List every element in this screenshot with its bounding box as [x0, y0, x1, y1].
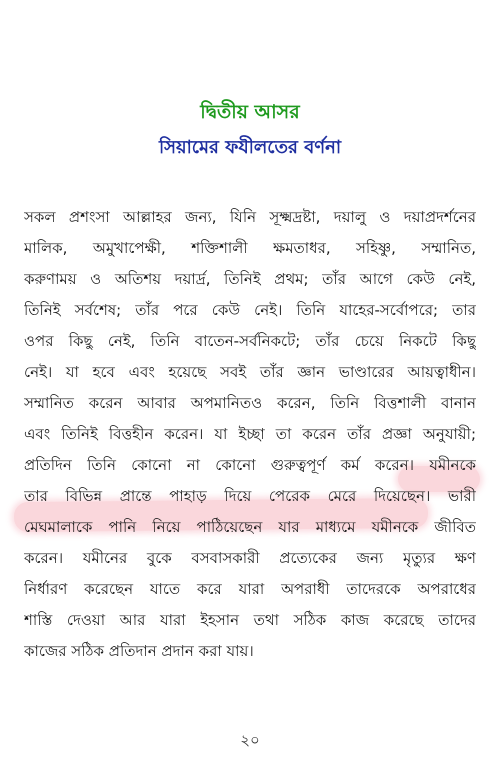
text-line: ওপর কিছু নেই, তিনি বাতেন-সর্বনিকটে; তাঁর চেয়ে নিকটে কিছু — [24, 332, 476, 350]
text-line: শাস্তি দেওয়া আর যারা ইহসান তথা সঠিক কাজ করেছে তাদের — [24, 611, 476, 629]
text-line: তার বিভিন্ন প্রান্তে পাহাড় দিয়ে পেরেক মেরে দিয়েছেন। ভারী — [24, 487, 476, 505]
chapter-subtitle: সিয়ামের ফযীলতের বর্ণনা — [158, 137, 342, 158]
body-paragraph — [24, 202, 476, 667]
text-line: কাজের সঠিক প্রতিদান প্রদান করা যায়। — [24, 642, 254, 660]
text-line: তিনিই সর্বশেষ; তাঁর পরে কেউ নেই। তিনি যাহের-সর্বোপরে; তার — [24, 301, 476, 319]
text-line: এবং তিনিই বিত্তহীন করেন। যা ইচ্ছা তা করেন তাঁর প্রজ্ঞা অনুযায়ী; — [24, 425, 476, 443]
text-line: করুণাময় ও অতিশয় দয়ার্দ্র, তিনিই প্রথম; তাঁর আগে কেউ নেই, — [24, 270, 476, 288]
text-line: সম্মানিত করেন আবার অপমানিতও করেন, তিনি বিত্তশালী বানান — [24, 394, 476, 412]
chapter-title: দ্বিতীয় আসর — [200, 101, 300, 123]
page-number: ২০ — [240, 731, 260, 749]
text-line: নেই। যা হবে এবং হয়েছে সবই তাঁর জ্ঞান ভাণ্ডারের আয়ত্বাধীন। — [24, 363, 476, 381]
text-line: করেন। যমীনের বুকে বসবাসকারী প্রত্যেকের জন্য মৃত্যুর ক্ষণ — [24, 549, 476, 567]
text-line: নির্ধারণ করেছেন যাতে করে যারা অপরাধী তাদেরকে অপরাধের — [24, 580, 476, 598]
text-line: সকল প্রশংসা আল্লাহর জন্য, যিনি সূক্ষ্মদ্রষ্টা, দয়ালু ও দয়াপ্রদর্শনের — [24, 208, 476, 226]
text-line: মালিক, অমুখাপেক্ষী, শক্তিশালী ক্ষমতাধর, সহিষ্ণু, সম্মানিত, — [24, 239, 476, 257]
text-line: প্রতিদিন তিনি কোনো না কোনো গুরুত্বপূর্ণ কর্ম করেন। যমীনকে — [24, 456, 476, 474]
text-line: মেঘমালাকে পানি নিয়ে পাঠিয়েছেন যার মাধ্যমে যমীনকে জীবিত — [24, 518, 476, 536]
